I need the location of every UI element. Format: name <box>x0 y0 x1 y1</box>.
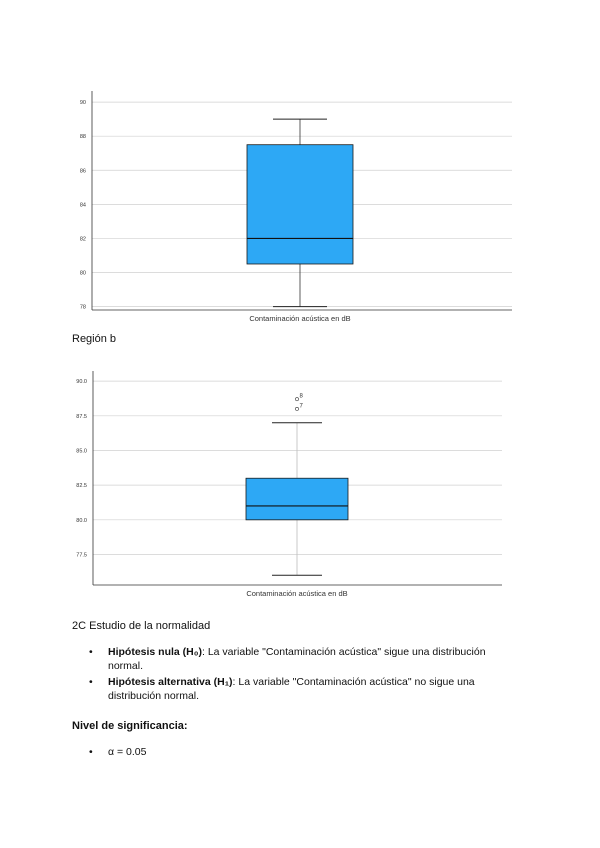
hypothesis-null <box>72 645 522 673</box>
chart2-outlier-point <box>295 398 298 401</box>
boxplot-chart-2 <box>0 365 600 605</box>
hypothesis-null-text: : La variable "Contaminación acústica" sigue una distribución normal. <box>108 646 486 672</box>
hypothesis-alternative <box>72 675 522 703</box>
chart1-box <box>247 145 353 264</box>
chart2-outlier-label: 7 <box>299 403 303 410</box>
chart2-y-tick-label: 80.0 <box>76 517 87 524</box>
chart2-y-tick-label: 85.0 <box>76 448 87 455</box>
chart1-y-tick-label: 80 <box>79 270 86 277</box>
section-title: 2C Estudio de la normalidad <box>72 620 211 632</box>
chart2-y-tick-label: 87.5 <box>76 413 87 420</box>
chart1-y-tick-label: 88 <box>79 134 86 141</box>
chart2-outlier-label: 8 <box>299 393 303 400</box>
chart2-box <box>246 478 348 520</box>
chart1-x-axis-label: Contaminación acústica en dB <box>249 314 351 323</box>
chart1-y-tick-label: 86 <box>79 168 86 175</box>
chart2-y-tick-label: 82.5 <box>76 483 87 490</box>
significance-title: Nivel de significancia: <box>72 720 188 732</box>
alpha-list <box>72 746 146 758</box>
chart2-x-axis-label: Contaminación acústica en dB <box>246 589 348 598</box>
boxplot-chart-1 <box>0 80 600 330</box>
chart1-y-tick-label: 90 <box>79 100 86 107</box>
hypothesis-alternative-text: : La variable "Contaminación acústica" no sigue una distribución normal. <box>108 676 475 702</box>
chart1-y-tick-label: 84 <box>79 202 86 209</box>
chart1-y-tick-label: 78 <box>79 304 86 311</box>
chart2-outlier-point <box>295 407 298 410</box>
alpha-item: • α = 0.05 <box>72 746 146 758</box>
hypothesis-null-term: Hipótesis nula (H₀) <box>108 646 202 658</box>
chart2-y-tick-label: 77.5 <box>76 552 87 559</box>
chart1-y-tick-label: 82 <box>79 236 86 243</box>
region-label: Región b <box>72 333 117 345</box>
hypothesis-alternative-term: Hipótesis alternativa (H₁) <box>108 676 233 688</box>
hypotheses-list <box>72 645 522 705</box>
chart2-y-tick-label: 90.0 <box>76 379 87 386</box>
